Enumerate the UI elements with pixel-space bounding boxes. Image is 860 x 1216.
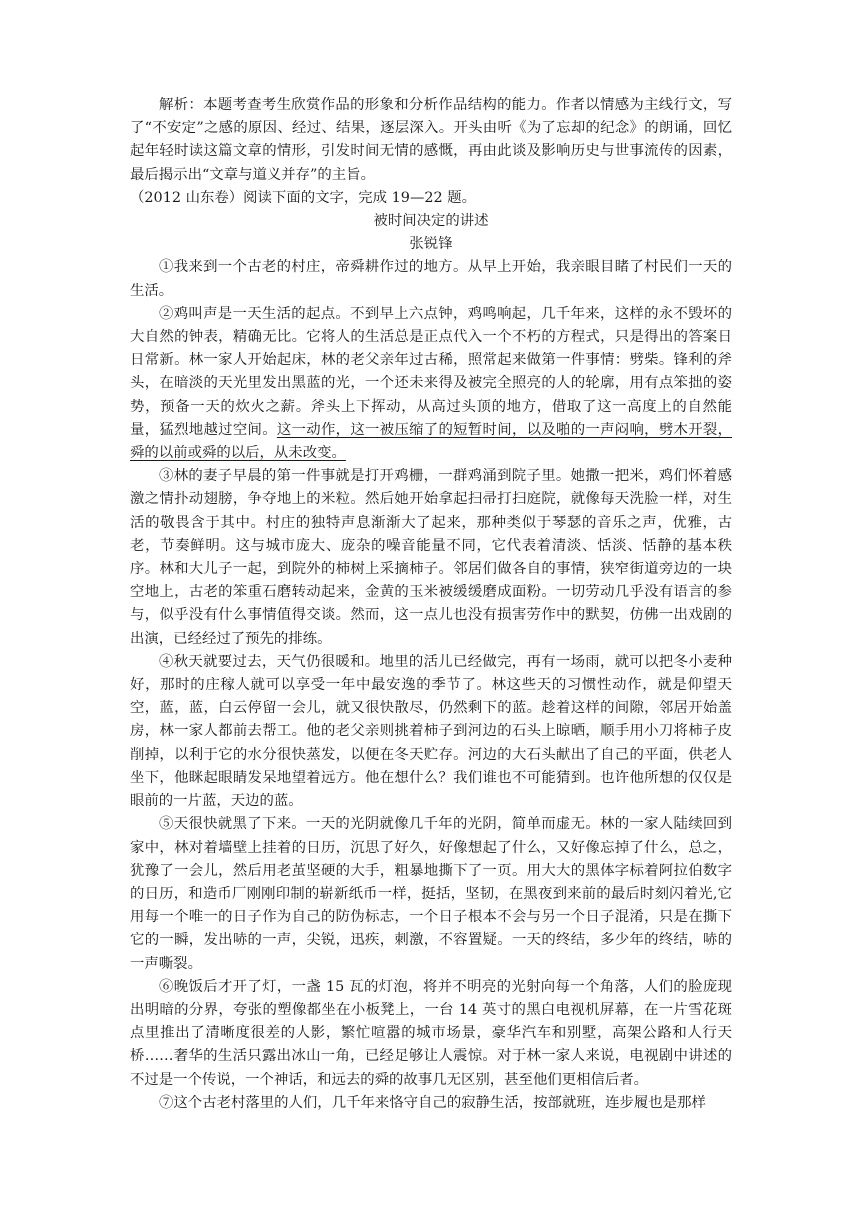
paragraph-2-underlined-sentence: 这一动作，这一被压缩了的短暂时间，以及啪的一声闷响，劈木开裂，舜的以前或舜的以后，从未改变。 xyxy=(130,421,732,462)
paragraph-7: ⑦这个古老村落里的人们，几千年来恪守自己的寂静生活，按部就班，连步履也是那样 xyxy=(159,1094,706,1111)
paragraph-2 xyxy=(130,303,732,465)
paragraph-2-text: ②鸡叫声是一天生活的起点。不到早上六点钟，鸡鸣响起，几千年来，这样的永不毁坏的大自然的钟表，精确无比。它将人的生活总是正点代入一个不朽的方程式，只是得出的答案日日常新。林一家人开始起床，林的老父亲年过古稀，照常起来做第一件事情：劈柴。锋利的斧头，在暗淡的天光里发出黑蓝的光，一个还未来得及被完全照亮的人的轮廓，用有点笨拙的姿势，预备一天的炊火之薪。斧头上下挥动，从高过头顶的地方，借取了这一高度上的自然能量，猛烈地越过空间。 xyxy=(130,305,732,438)
paragraph-3: ③林的妻子早晨的第一件事就是打开鸡栅，一群鸡涌到院子里。她撒一把米，鸡们怀着感激之情扑动翅膀，争夺地上的米粒。然后她开始拿起扫帚打扫庭院，就像每天洗脸一样，对生活的敬畏含于其中。村庄的独特声息渐渐大了起来，那种类似于琴瑟的音乐之声，优雅，古老，节奏鲜明。这与城市庞大、庞杂的噪音能量不同，它代表着清淡、恬淡、恬静的基本秩序。林和大儿子一起，到院外的柿树上采摘柿子。邻居们做各自的事情，狭窄街道旁边的一块空地上，古老的笨重石磨转动起来，金黄的玉米被缓缓磨成面粉。一切劳动几乎没有语言的参与，似乎没有什么事情值得交谈。然而，这一点儿也没有损害劳作中的默契，仿佛一出戏剧的出演，已经经过了预先的排练。 xyxy=(130,468,732,647)
analysis-paragraph: 解析：本题考查考生欣赏作品的形象和分析作品结构的能力。作者以情感为主线行文，写了“不安定”之感的原因、经过、结果，逐层深入。开头由听《为了忘却的纪念》的朗诵，回忆起年轻时读这篇文章的情形，引发时间无情的感慨，再由此谈及影响历史与世事流传的因素，最后揭示出“文章与道义并存”的主旨。 xyxy=(130,97,732,183)
document-body xyxy=(130,94,732,1115)
paragraph-1: ①我来到一个古老的村庄，帝舜耕作过的地方。从早上开始，我亲眼目睹了村民们一天的生活。 xyxy=(130,259,732,299)
paragraph-5: ⑤天很快就黑了下来。一天的光阴就像几千年的光阴，简单而虚无。林的一家人陆续回到家中，林对着墙壁上挂着的日历，沉思了好久，好像想起了什么，又好像忘掉了什么，总之，犹豫了一会儿，然后用老茧坚硬的大手，粗暴地撕下了一页。用大大的黑体字标着阿拉伯数字的日历，和造币厂刚刚印制的崭新纸币一样，挺括，坚韧，在黑夜到来前的最后时刻闪着光,它用每一个唯一的日子作为自己的防伪标志，一个日子根本不会与另一个日子混淆，只是在撕下它的一瞬，发出哧的一声，尖锐，迅疾，刺激，不容置疑。一天的终结，多少年的终结，哧的一声嘶裂。 xyxy=(130,816,732,972)
article-author: 张锐锋 xyxy=(409,236,453,253)
paragraph-6: ⑥晚饭后才开了灯，一盏 15 瓦的灯泡，将并不明亮的光射向每一个角落，人们的脸庞现出明暗的分界，夸张的塑像都坐在小板凳上，一台 14 英寸的黑白电视机屏幕，在一片雪花斑点里推出了清晰度很差的人影，繁忙喧嚣的城市场景，豪华汽车和别墅，高架公路和人行天桥……奢华的生活只露出冰山一角，已经足够让人震惊。对于林一家人来说，电视剧中讲述的不过是一个传说，一个神话，和远去的舜的故事几无区别，甚至他们更相信后者。 xyxy=(130,978,732,1088)
question-intro: （2012 山东卷）阅读下面的文字，完成 19—22 题。 xyxy=(130,189,477,206)
paragraph-4: ④秋天就要过去，天气仍很暖和。地里的活儿已经做完，再有一场雨，就可以把冬小麦种好，那时的庄稼人就可以享受一年中最安逸的季节了。林这些天的习惯性动作，就是仰望天空，蓝，蓝，白云停留一会儿，就又很快散尽，仍然剩下的蓝。趁着这样的间隙，邻居开始盖房，林一家人都前去帮工。他的老父亲则挑着柿子到河边的石头上晾晒，顺手用小刀将柿子皮削掉，以利于它的水分很快蒸发，以便在冬天贮存。河边的大石头献出了自己的平面，供老人坐下，他眯起眼睛发呆地望着远方。他在想什么？我们谁也不可能猜到。也许他所想的仅仅是眼前的一片蓝，天边的蓝。 xyxy=(130,653,732,810)
article-title: 被时间决定的讲述 xyxy=(373,213,489,230)
